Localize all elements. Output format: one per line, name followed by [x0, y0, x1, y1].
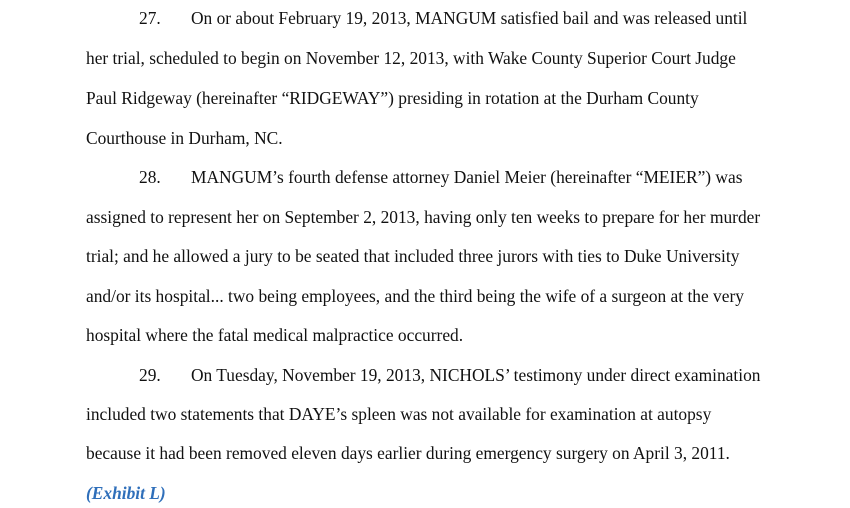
paragraph-28-line-1: [139, 167, 742, 187]
paragraph-28-line-3: trial; and he allowed a jury to be seated that included three jurors with ties to Duke University: [86, 246, 740, 266]
paragraph-29-line-1: [139, 365, 760, 385]
paragraph-29-line-2: included two statements that DAYE’s spleen was not available for examination at autopsy: [86, 404, 712, 424]
paragraph-28-line-2: assigned to represent her on September 2, 2013, having only ten weeks to prepare for her murder: [86, 207, 761, 227]
paragraph-number: 27.: [139, 8, 161, 28]
paragraph-27-line-4: Courthouse in Durham, NC.: [86, 128, 283, 148]
paragraph-28-line-4: and/or its hospital... two being employees, and the third being the wife of a surgeon at the very: [86, 286, 744, 306]
paragraph-28-line-5: hospital where the fatal medical malpractice occurred.: [86, 325, 464, 345]
paragraph-27-line-2: her trial, scheduled to begin on November 12, 2013, with Wake County Superior Court Judge: [86, 48, 736, 68]
exhibit-reference-link[interactable]: (Exhibit L): [86, 483, 166, 503]
paragraph-number: 28.: [139, 167, 161, 187]
paragraph-text: On or about February 19, 2013, MANGUM satisfied bail and was released until: [191, 8, 748, 28]
paragraph-number: 29.: [139, 365, 161, 385]
paragraph-27-line-1: [139, 8, 747, 28]
paragraph-text: On Tuesday, November 19, 2013, NICHOLS’ testimony under direct examination: [191, 365, 761, 385]
paragraph-29-line-3: because it had been removed eleven days earlier during emergency surgery on April 3, 2011.: [86, 443, 730, 463]
paragraph-27-line-3: Paul Ridgeway (hereinafter “RIDGEWAY”) presiding in rotation at the Durham County: [86, 88, 699, 108]
paragraph-text: MANGUM’s fourth defense attorney Daniel Meier (hereinafter “MEIER”) was: [191, 167, 743, 187]
